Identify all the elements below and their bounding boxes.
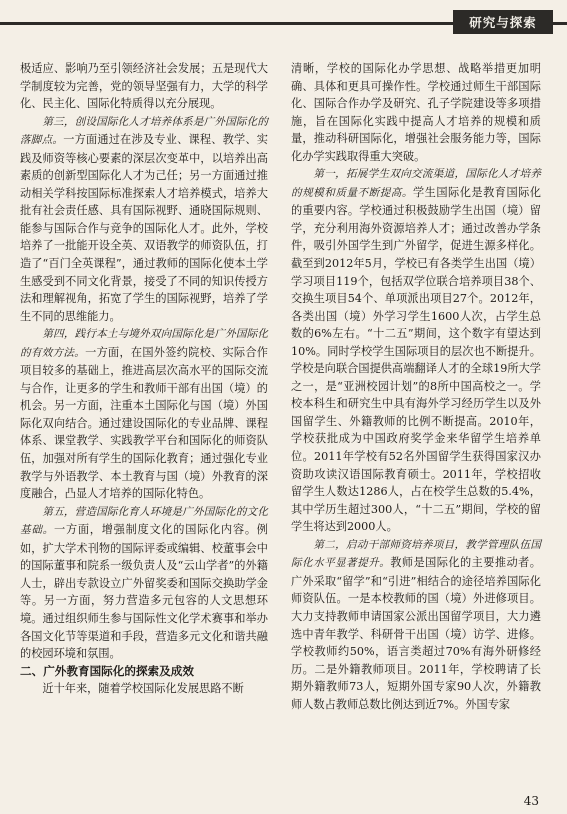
- left-paragraph-2-lead: 第三，创设国际化人才培养体系是广外国际化的落脚点。: [20, 115, 268, 147]
- right-paragraph-3-lead: 第二，启动干部师资培养项目，教学管理队伍国际化水平显著提升。: [291, 538, 541, 570]
- left-paragraph-2: [20, 113, 268, 326]
- left-paragraph-5: 近十年来，随着学校国际化发展思路不断: [42, 682, 244, 696]
- left-paragraph-2-body: 一方面通过在涉及专业、课程、教学、实践及师资等核心要素的深层次变革中，以培养出高素质的创新型国际化人才为己任；另一方面通过推动相关学科按国际标准探索人才培养模式，培养大批有社会责任感、具有国际视野、通晓国际规则、能参与国际合作与竞争的国际化人才。此外，学校培养了一批能开设全英、双语教学的师资队伍，打造了“百门全英课程”，通过教师的国际化使本土学生感受到不同文化背景，接受了不同的知识传授方法和理解视角，拓宽了学生的国际视野，培养了学生不同的思维能力。: [20, 133, 268, 323]
- right-paragraph-2: [291, 165, 541, 535]
- right-paragraph-3-body: 教师是国际化的主要推动者。广外采取“留学”和“引进”相结合的途径培养国际化师资队伍。一是本校教师的国（境）外进修项目。大力支持教师申请国家公派出国留学项目，大力遴选中青年教学、科研骨干出国（境）访学、进修。学校教师约50%，语言类超过70%有海外研修经历。二是外籍教师项目。2011年，学校聘请了长期外籍教师73人，短期外国专家90人次，外籍教师人数占教师总数比例达到近7%。外国专家: [291, 556, 541, 711]
- right-paragraph-1: 清晰，学校的国际化办学思想、战略举措更加明确、具体和更具可操作性。学校通过师生干部国际化、国际合作办学及研究、孔子学院建设等多项措施，旨在国际化实践中提高人才培养的规模和质量，推动科研国际化，增强社会服务能力等，国际化办学实践取得重大突破。: [291, 62, 541, 163]
- page-number: 43: [523, 794, 539, 808]
- section-label: 研究与探索: [453, 10, 553, 34]
- left-paragraph-4-lead: 第五，营造国际化育人环境是广外国际化的文化基础。: [20, 505, 268, 537]
- section-heading: 二、广外教育国际化的探索及成效: [20, 663, 194, 678]
- left-paragraph-4-body: 一方面，增强制度文化的国际化内容。例如，扩大学术刊物的国际评委或编辑、校董事会中的国际董事和院系一级负责人及“云山学者”的外籍人士，辟出专款设立广外留奖委和国际交换助学金等。另一方面，努力营造多元包容的人文思想环境。通过组织师生参与国际性文化学术赛事和举办各国文化节等渠道和手段，营造多元文化和谐共融的校园环境和氛围。: [20, 523, 268, 661]
- right-column: [291, 60, 541, 713]
- left-paragraph-4: [20, 503, 268, 663]
- left-column: [20, 60, 268, 698]
- right-paragraph-2-body: 学生国际化是教育国际化的重要内容。学校通过积极鼓励学生出国（境）留学，充分利用海外资源培养人才；通过改善办学条件，吸引外国学生到广外留学，促进生源多样化。截至到2012年5月，学校已有各类学生出国（境）学习项目119个，包括双学位联合培养项目38个、交换生项目54个、单项派出项目27个。2012年，各类出国（境）外学习学生1600人次，占学生总数的6%左右。“十二五”期间，这个数字有望达到10%。同时学校学生国际项目的层次也不断提升。学校是向联合国提供高端翻译人才的全球19所大学之一，是“亚洲校园计划”的8所中国高校之一。学校本科生和研究生中具有海外学习经历学生以及外国留学生、外籍教师的比例不断提高。2010年，学校获批成为中国政府奖学金来华留学生培养单位。2011年学校有52名外国留学生获得国家汉办资助攻读汉语国际教育硕士。2011年，学校招收留学生人数达1286人，占在校学生总数的5.4%，其中学历生超过300人，“十二五”期间，学校的留学生将达到2000人。: [291, 185, 541, 534]
- left-paragraph-3-lead: 第四，践行本土与境外双向国际化是广外国际化的有效方法。: [20, 328, 268, 359]
- right-paragraph-3: [291, 536, 541, 713]
- left-paragraph-3: [20, 325, 268, 502]
- left-paragraph-3-body: 一方面，在国外签约院校、实际合作项目较多的基础上，推进高层次高水平的国际交流与合作，让更多的学生和教师干部有出国（境）的机会。另一方面，注重本土国际化与国（境）外国际化双向结合。通过建设国际化的专业品牌、课程体系、课堂教学、实践教学平台和国际化的师资队伍，加强对所有学生的国际化教育；通过强化专业教学与外语教学、本土教育与国（境）外教育的深度融合，凸显人才培养的国际化特色。: [20, 345, 268, 501]
- left-paragraph-1: 极适应、影响乃至引领经济社会发展；五是现代大学制度较为完善，党的领导坚强有力，大学的科学化、民主化、国际化特质得以充分展现。: [20, 62, 268, 111]
- right-paragraph-2-lead: 第一，拓展学生双向交流渠道，国际化人才培养的规模和质量不断提高。: [291, 168, 541, 199]
